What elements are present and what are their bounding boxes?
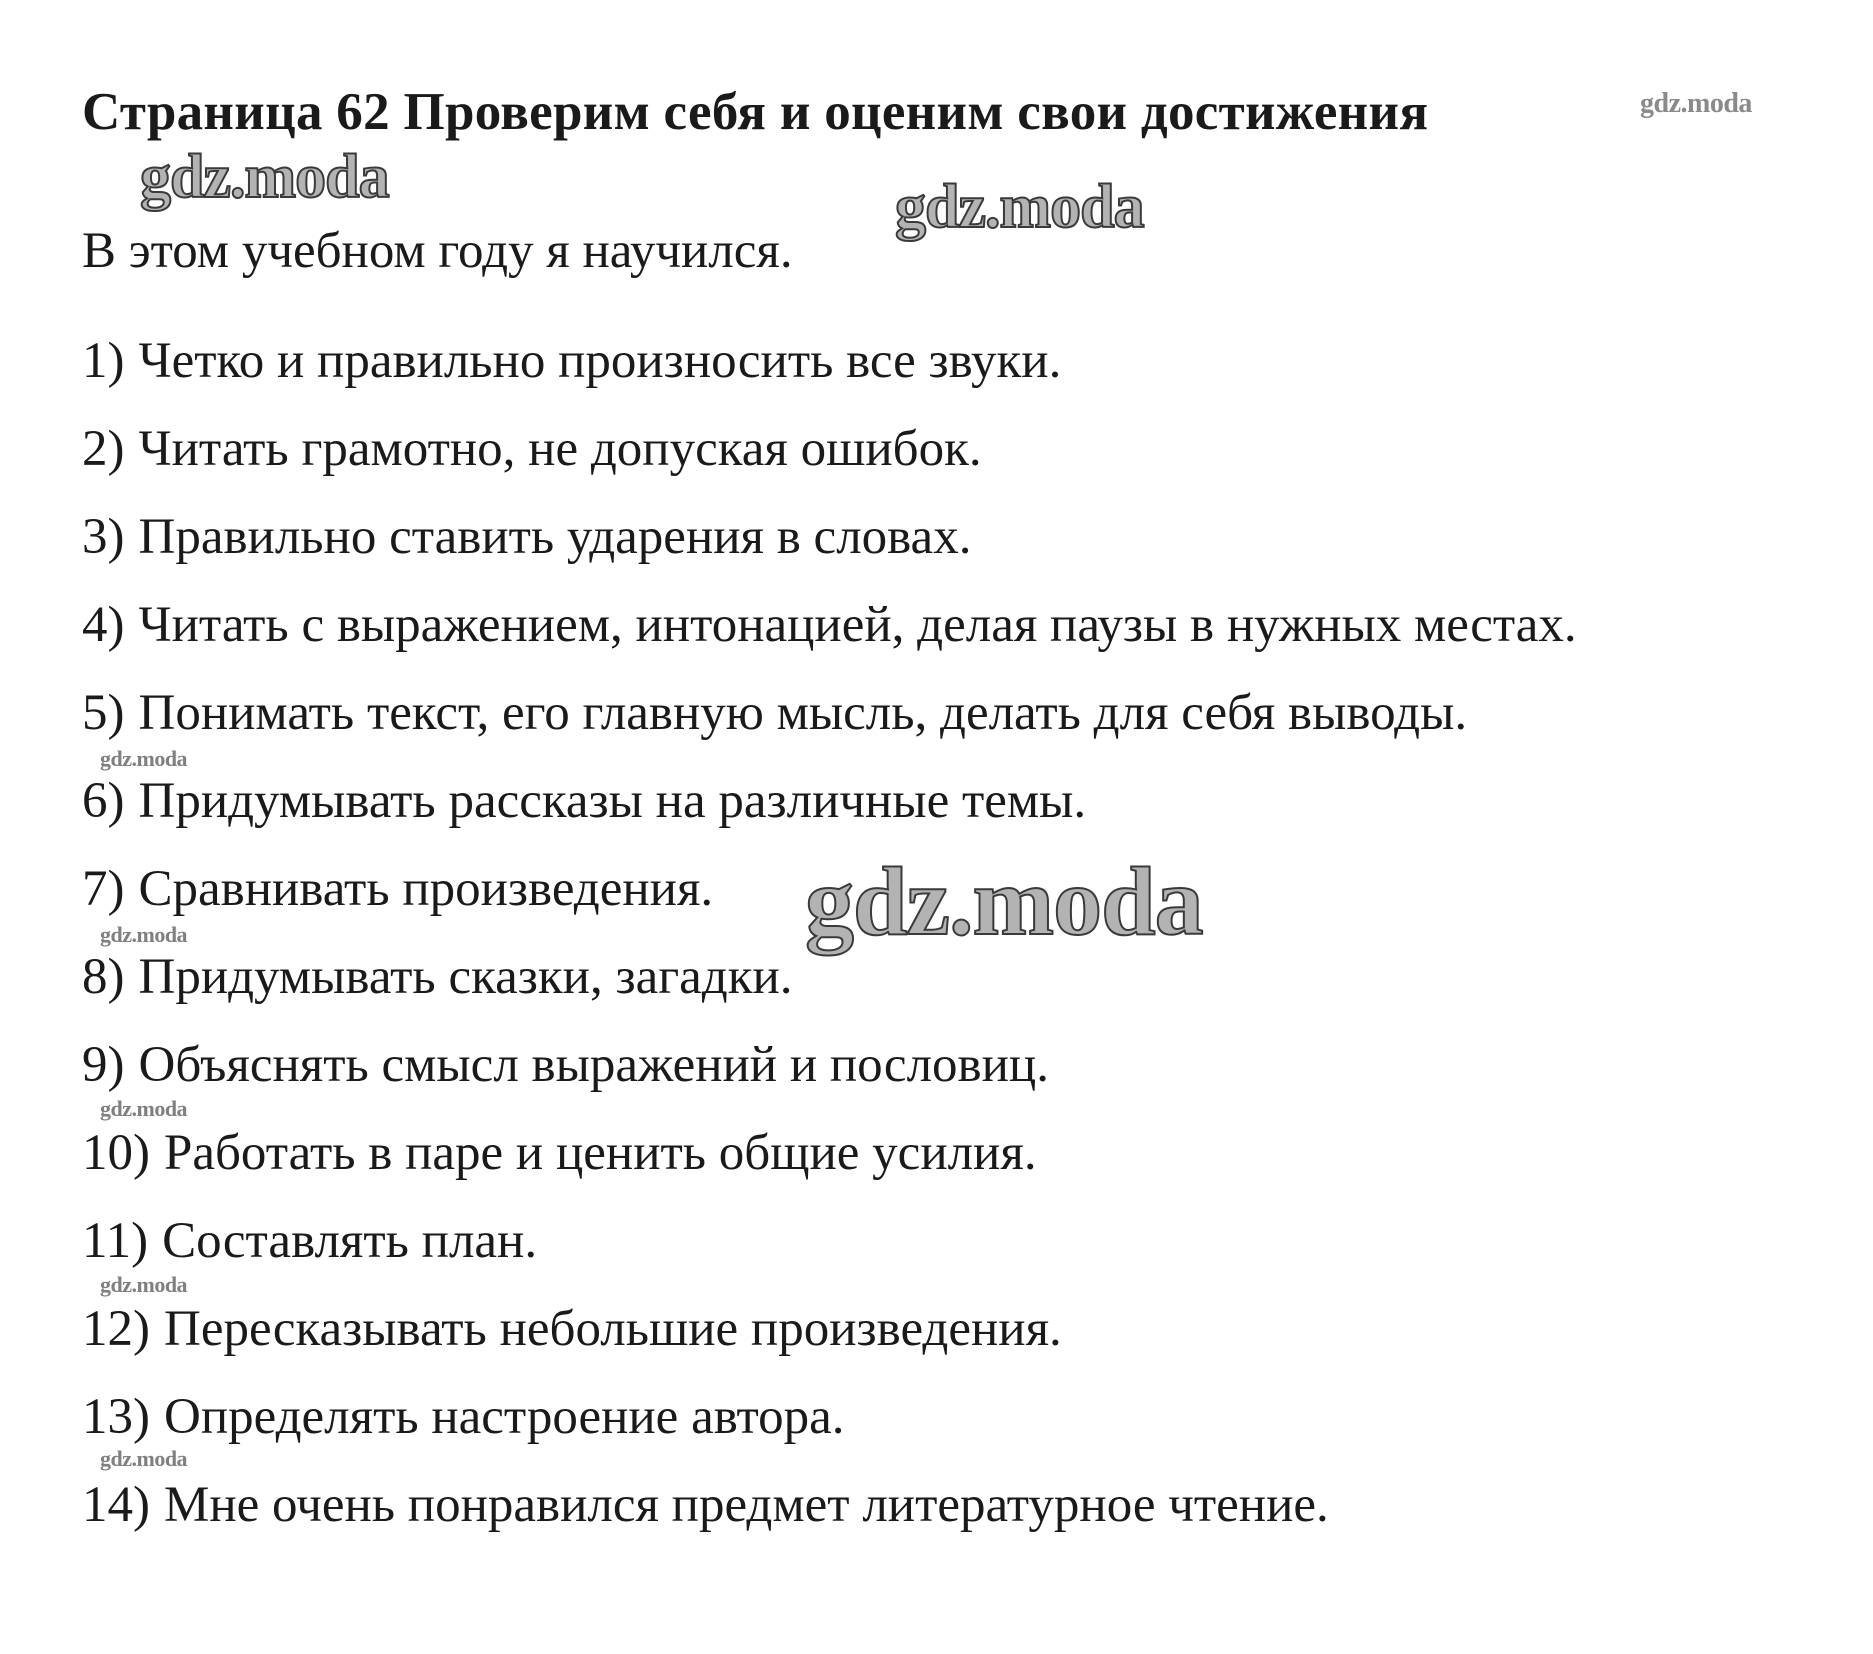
achievement-list — [82, 332, 1577, 1564]
item-number: 1) — [82, 333, 125, 389]
item-number: 13) — [82, 1389, 150, 1445]
watermark-small: gdz.moda — [100, 1272, 188, 1297]
list-item — [82, 508, 1577, 596]
item-text: Работать в паре и ценить общие усилия. — [163, 1125, 1037, 1181]
item-number: 12) — [82, 1301, 150, 1357]
item-number: 7) — [82, 861, 125, 917]
list-item — [82, 684, 1577, 772]
list-item — [82, 420, 1577, 508]
watermark-large: gdz.moda — [895, 173, 1144, 241]
intro-text: В этом учебном году я научился. — [82, 223, 793, 279]
item-number: 14) — [82, 1477, 150, 1533]
list-item — [82, 1212, 1577, 1300]
watermark-large: gdz.moda — [140, 143, 389, 211]
list-item — [82, 1476, 1577, 1564]
page-title: Страница 62 Проверим себя и оценим свои достижения — [82, 83, 1429, 141]
item-number: 4) — [82, 597, 125, 653]
list-item — [82, 1300, 1577, 1388]
item-text: Читать с выражением, интонацией, делая паузы в нужных местах. — [138, 597, 1577, 653]
list-item — [82, 332, 1577, 420]
list-item — [82, 1124, 1577, 1212]
item-text: Пересказывать небольшие произведения. — [163, 1301, 1062, 1357]
list-item — [82, 772, 1577, 860]
item-text: Сравнивать произведения. — [138, 861, 714, 917]
item-text: Придумывать рассказы на различные темы. — [138, 773, 1087, 829]
item-text: Читать грамотно, не допуская ошибок. — [138, 421, 982, 477]
watermark-small: gdz.moda — [100, 746, 188, 771]
item-number: 9) — [82, 1037, 125, 1093]
list-item — [82, 1036, 1577, 1124]
item-number: 5) — [82, 685, 125, 741]
item-number: 2) — [82, 421, 125, 477]
item-number: 3) — [82, 509, 125, 565]
list-item — [82, 948, 1577, 1036]
item-number: 11) — [82, 1213, 149, 1269]
item-text: Четко и правильно произносить все звуки. — [138, 333, 1062, 389]
watermark-small: gdz.moda — [100, 922, 188, 947]
item-text: Понимать текст, его главную мысль, делать для себя выводы. — [138, 685, 1468, 741]
item-text: Объяснять смысл выражений и пословиц. — [138, 1037, 1049, 1093]
list-item — [82, 860, 1577, 948]
watermark-large: gdz.moda — [805, 848, 1203, 956]
watermark-top-right: gdz.moda — [1640, 88, 1752, 119]
item-number: 10) — [82, 1125, 150, 1181]
item-text: Правильно ставить ударения в словах. — [138, 509, 972, 565]
item-text: Определять настроение автора. — [163, 1389, 845, 1445]
item-number: 8) — [82, 949, 125, 1005]
item-text: Придумывать сказки, загадки. — [138, 949, 793, 1005]
item-text: Мне очень понравился предмет литературное чтение. — [163, 1477, 1329, 1533]
watermark-small: gdz.moda — [100, 1096, 188, 1121]
list-item — [82, 1388, 1577, 1476]
watermark-small: gdz.moda — [100, 1446, 188, 1471]
item-text: Составлять план. — [162, 1213, 538, 1269]
item-number: 6) — [82, 773, 125, 829]
list-item — [82, 596, 1577, 684]
